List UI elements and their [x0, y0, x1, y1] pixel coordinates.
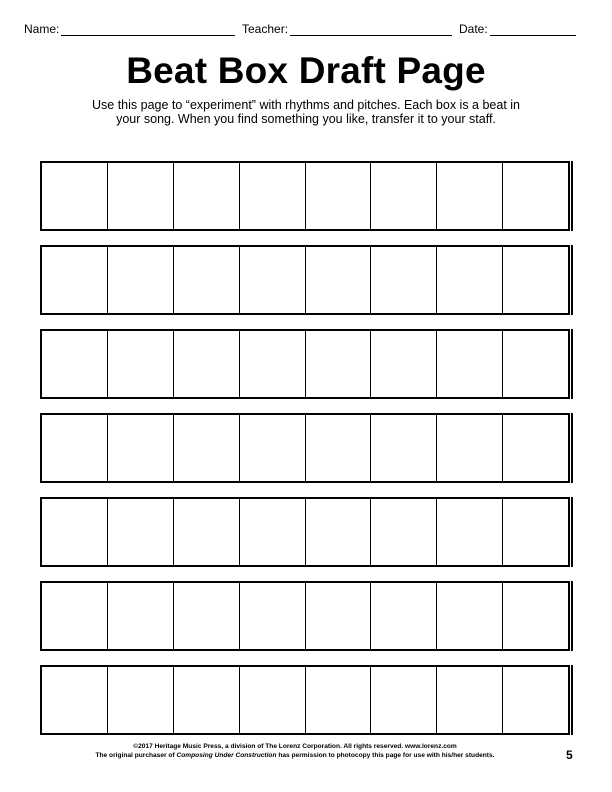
beat-box[interactable] — [174, 583, 240, 649]
beat-row — [40, 329, 570, 399]
beat-row — [40, 497, 570, 567]
beat-box[interactable] — [371, 499, 437, 565]
beat-box[interactable] — [306, 667, 372, 733]
beat-box[interactable] — [42, 247, 108, 313]
beat-box[interactable] — [42, 499, 108, 565]
page-title: Beat Box Draft Page — [126, 50, 486, 91]
beat-row — [40, 413, 570, 483]
beat-box[interactable] — [174, 331, 240, 397]
beat-box[interactable] — [371, 331, 437, 397]
beat-box[interactable] — [371, 415, 437, 481]
header-fields — [24, 22, 584, 40]
beat-box[interactable] — [437, 247, 503, 313]
beat-box[interactable] — [503, 499, 568, 565]
beat-box[interactable] — [108, 667, 174, 733]
beat-box[interactable] — [108, 247, 174, 313]
beat-box[interactable] — [371, 583, 437, 649]
date-line[interactable] — [490, 23, 576, 36]
beat-box[interactable] — [503, 583, 568, 649]
beat-box[interactable] — [240, 331, 306, 397]
beat-box[interactable] — [240, 667, 306, 733]
beat-box[interactable] — [174, 247, 240, 313]
name-field[interactable] — [24, 22, 235, 36]
beat-box[interactable] — [240, 415, 306, 481]
beat-box[interactable] — [42, 331, 108, 397]
permission-prefix: The original purchaser of — [95, 752, 177, 759]
beat-box[interactable] — [503, 667, 568, 733]
beat-box[interactable] — [174, 499, 240, 565]
beat-box[interactable] — [240, 247, 306, 313]
name-label: Name: — [24, 22, 60, 36]
beat-row — [40, 161, 570, 231]
beat-box[interactable] — [240, 499, 306, 565]
instructions — [70, 98, 542, 126]
beat-box[interactable] — [240, 163, 306, 229]
beat-box[interactable] — [174, 667, 240, 733]
beat-box[interactable] — [306, 247, 372, 313]
beat-box[interactable] — [108, 499, 174, 565]
beat-box[interactable] — [437, 499, 503, 565]
beat-box[interactable] — [108, 331, 174, 397]
beat-box[interactable] — [371, 163, 437, 229]
beat-box[interactable] — [108, 583, 174, 649]
beat-box[interactable] — [240, 583, 306, 649]
instructions-line-2: your song. When you find something you like, transfer it to your staff. — [116, 112, 496, 126]
date-field[interactable] — [459, 22, 576, 36]
name-line[interactable] — [61, 23, 235, 36]
beat-row — [40, 665, 570, 735]
beat-box[interactable] — [306, 415, 372, 481]
beat-box[interactable] — [503, 247, 568, 313]
beat-box[interactable] — [437, 415, 503, 481]
instructions-line-1: Use this page to “experiment” with rhythms and pitches. Each box is a beat in — [92, 98, 520, 112]
footer — [40, 742, 550, 760]
beat-box[interactable] — [503, 415, 568, 481]
beat-box[interactable] — [42, 163, 108, 229]
teacher-label: Teacher: — [242, 22, 289, 36]
beat-row — [40, 581, 570, 651]
beat-box[interactable] — [306, 331, 372, 397]
beat-box[interactable] — [108, 163, 174, 229]
beat-box[interactable] — [306, 163, 372, 229]
beat-box[interactable] — [174, 415, 240, 481]
beat-box[interactable] — [306, 583, 372, 649]
beat-box[interactable] — [42, 667, 108, 733]
page-number: 5 — [566, 748, 573, 762]
permission-line — [40, 751, 550, 760]
beat-box[interactable] — [42, 415, 108, 481]
beat-box[interactable] — [503, 163, 568, 229]
beat-box[interactable] — [108, 415, 174, 481]
beat-box[interactable] — [437, 331, 503, 397]
copyright-line: ©2017 Heritage Music Press, a division of The Lorenz Corporation. All rights reserved. www.lorenz.com — [133, 743, 457, 750]
teacher-field[interactable] — [242, 22, 452, 36]
beat-row — [40, 245, 570, 315]
beat-box[interactable] — [437, 667, 503, 733]
beat-box[interactable] — [437, 583, 503, 649]
beat-box[interactable] — [42, 583, 108, 649]
beat-box[interactable] — [174, 163, 240, 229]
book-title: Composing Under Construction — [176, 752, 277, 759]
beat-box[interactable] — [371, 247, 437, 313]
date-label: Date: — [459, 22, 488, 36]
beat-box[interactable] — [437, 163, 503, 229]
teacher-line[interactable] — [290, 23, 452, 36]
permission-suffix: has permission to photocopy this page for use with his/her students. — [276, 752, 495, 759]
beat-box[interactable] — [371, 667, 437, 733]
beat-box[interactable] — [306, 499, 372, 565]
beat-box[interactable] — [503, 331, 568, 397]
